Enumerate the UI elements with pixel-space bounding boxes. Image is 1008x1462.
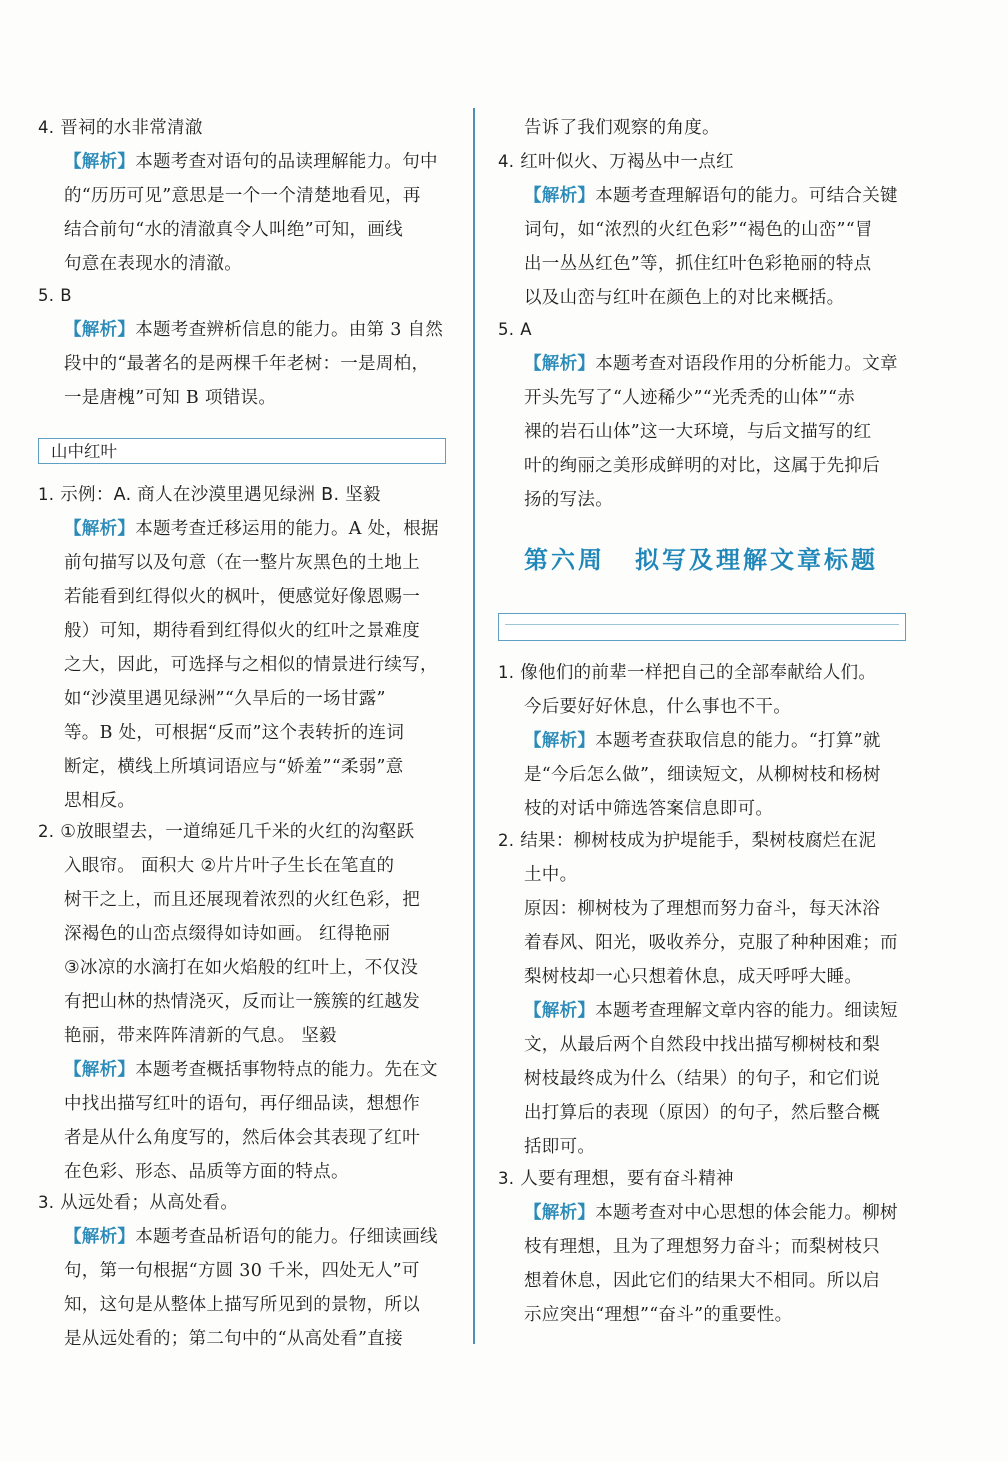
item-number: 2.	[498, 831, 515, 850]
answer-line: 今后要好好休息，什么事也不干。	[524, 697, 791, 717]
answer-text: B	[60, 286, 72, 305]
analysis-line: 知，这句是从整体上描写所见到的景物，所以	[64, 1295, 420, 1315]
analysis-line: 扬的写法。	[524, 490, 613, 510]
item-number: 2.	[38, 822, 55, 841]
answer-line: 梨树枝却一心只想着休息，成天呼呼大睡。	[524, 967, 863, 987]
analysis-tag: 【解析】	[64, 519, 136, 539]
analysis-line: 叶的绚丽之美形成鲜明的对比，这属于先抑后	[524, 456, 880, 476]
analysis-line: 是从远处看的；第二句中的“从高处看”直接	[64, 1329, 403, 1349]
week-topic: 拟写及理解文章标题	[635, 546, 878, 574]
answer-item-s3	[38, 1186, 450, 1356]
answer-text: 晋祠的水非常清澈	[60, 118, 203, 138]
analysis-line: 文，从最后两个自然段中找出描写柳树枝和梨	[524, 1035, 880, 1055]
analysis-line: 在色彩、形态、品质等方面的特点。	[64, 1162, 349, 1182]
item-number: 4.	[498, 152, 515, 171]
answer-text: 从远处看；从高处看。	[60, 1193, 239, 1213]
answer-line: 深褐色的山峦点缀得如诗如画。 红得艳丽	[64, 924, 391, 944]
analysis-line: 枝的对话中筛选答案信息即可。	[524, 799, 774, 819]
item-number: 5.	[498, 320, 515, 339]
analysis-line: 等。B 处，可根据“反而”这个表转折的连词	[64, 723, 405, 743]
analysis-line: 前句描写以及句意（在一整片灰黑色的土地上	[64, 553, 420, 573]
answer-line: ③冰凉的水滴打在如火焰般的红叶上，不仅没	[64, 958, 419, 978]
analysis-line: 之大，因此，可选择与之相似的情景进行续写，	[64, 655, 438, 675]
analysis-line: 树枝最终成为什么（结果）的句子，和它们说	[524, 1069, 880, 1089]
analysis-tag: 【解析】	[64, 320, 136, 340]
section-title: 山中红叶	[38, 438, 446, 464]
analysis-line: 句，第一句根据“方圆 30 千米，四处无人”可	[64, 1261, 420, 1281]
analysis-tag: 【解析】	[64, 152, 136, 172]
analysis-tag: 【解析】	[524, 1203, 596, 1223]
analysis-tag: 【解析】	[524, 1001, 596, 1021]
analysis-tag: 【解析】	[64, 1227, 136, 1247]
analysis-line: 出一丛丛红色”等，抓住红叶色彩艳丽的特点	[524, 254, 872, 274]
answer-line: 土中。	[524, 865, 578, 885]
analysis-line: 本题考查品析语句的能力。仔细读画线	[135, 1227, 438, 1247]
analysis-line: 若能看到红得似火的枫叶，便感觉好像恩赐一	[64, 587, 420, 607]
continuation	[498, 111, 910, 145]
answer-line: 入眼帘。 面积大 ②片片叶子生长在笔直的	[64, 856, 395, 876]
analysis-line: 思相反。	[64, 791, 136, 811]
answer-line: 有把山林的热情浇灭，反而让一簇簇的红越发	[64, 992, 420, 1012]
analysis-line: 本题考查概括事物特点的能力。先在文	[135, 1060, 438, 1080]
analysis-line: 的“历历可见”意思是一个一个清楚地看见，再	[64, 186, 421, 206]
analysis-line: 是“今后怎么做”，细读短文，从柳树枝和杨树	[524, 765, 881, 785]
column-divider	[473, 108, 475, 1344]
item-number: 3.	[38, 1193, 55, 1212]
analysis-line: 本题考查对中心思想的体会能力。柳树	[595, 1203, 898, 1223]
analysis-tag: 【解析】	[524, 186, 596, 206]
answer-item-4	[38, 111, 450, 281]
answer-line: 艳丽，带来阵阵清新的气息。 坚毅	[64, 1026, 337, 1046]
answer-item-w1	[498, 656, 910, 826]
analysis-line: 词句，如“浓烈的火红色彩”“褐色的山峦”“冒	[524, 220, 873, 240]
item-number: 5.	[38, 286, 55, 305]
analysis-line: 本题考查辨析信息的能力。由第 3 自然	[135, 320, 444, 340]
analysis-line: 结合前句“水的清澈真令人叫绝”可知，画线	[64, 220, 403, 240]
answer-line: 着春风、阳光，吸收养分，克服了种种困难；而	[524, 933, 898, 953]
answer-line: 树干之上，而且还展现着浓烈的火红色彩，把	[64, 890, 420, 910]
answer-item-s2	[38, 815, 450, 1189]
analysis-line: 本题考查对语段作用的分析能力。文章	[595, 354, 898, 374]
analysis-line: 一是唐槐”可知 B 项错误。	[64, 388, 277, 408]
section-header-box	[498, 613, 906, 641]
analysis-line: 本题考查获取信息的能力。“打算”就	[595, 731, 881, 751]
answer-text: 人要有理想，要有奋斗精神	[520, 1169, 734, 1189]
item-number: 3.	[498, 1169, 515, 1188]
answer-item-w2	[498, 824, 910, 1164]
analysis-line: 断定，横线上所填词语应与“娇羞”“柔弱”意	[64, 757, 404, 777]
answer-line: 原因：柳树枝为了理想而努力奋斗，每天沐浴	[524, 899, 880, 919]
answer-item-s1	[38, 478, 450, 818]
answer-text: 示例：A. 商人在沙漠里遇见绿洲 B. 坚毅	[60, 485, 381, 505]
analysis-line: 裸的岩石山体”这一大环境，与后文描写的红	[524, 422, 872, 442]
answer-item-r5	[498, 313, 910, 517]
analysis-line: 本题考查对语句的品读理解能力。句中	[135, 152, 438, 172]
continuation-line: 告诉了我们观察的角度。	[524, 118, 720, 138]
answer-item-r4	[498, 145, 910, 315]
analysis-line: 中找出描写红叶的语句，再仔细品读，想想作	[64, 1094, 420, 1114]
analysis-line: 枝有理想，且为了理想努力奋斗；而梨树枝只	[524, 1237, 880, 1257]
analysis-line: 出打算后的表现（原因）的句子，然后整合概	[524, 1103, 880, 1123]
analysis-tag: 【解析】	[64, 1060, 136, 1080]
analysis-line: 括即可。	[524, 1137, 596, 1157]
analysis-line: 者是从什么角度写的，然后体会其表现了红叶	[64, 1128, 420, 1148]
analysis-line: 开头先写了“人迹稀少”“光秃秃的山体”“赤	[524, 388, 856, 408]
answer-text: ①放眼望去，一道绵延几千米的火红的沟壑跃	[60, 822, 415, 842]
analysis-line: 本题考查迁移运用的能力。A 处，根据	[135, 519, 439, 539]
analysis-line: 段中的“最著名的是两棵千年老树：一是周柏，	[64, 354, 430, 374]
item-number: 1.	[38, 485, 55, 504]
week-label: 第六周	[524, 546, 605, 574]
answer-text: 红叶似火、万褐丛中一点红	[520, 152, 734, 172]
answer-text: A	[520, 320, 532, 339]
analysis-line: 本题考查理解文章内容的能力。细读短	[595, 1001, 898, 1021]
analysis-line: 如“沙漠里遇见绿洲”“久旱后的一场甘露”	[64, 689, 386, 709]
analysis-line: 句意在表现水的清澈。	[64, 254, 242, 274]
item-number: 4.	[38, 118, 55, 137]
analysis-tag: 【解析】	[524, 731, 596, 751]
analysis-line: 般）可知，期待看到红得似火的红叶之景难度	[64, 621, 420, 641]
answer-text: 结果：柳树枝成为护堤能手，梨树枝腐烂在泥	[520, 831, 877, 851]
analysis-line: 本题考查理解语句的能力。可结合关键	[595, 186, 898, 206]
analysis-line: 想着休息，因此它们的结果大不相同。所以启	[524, 1271, 880, 1291]
answer-item-w3	[498, 1162, 910, 1332]
analysis-line: 以及山峦与红叶在颜色上的对比来概括。	[524, 288, 845, 308]
analysis-line: 示应突出“理想”“奋斗”的重要性。	[524, 1305, 793, 1325]
item-number: 1.	[498, 663, 515, 682]
analysis-tag: 【解析】	[524, 354, 596, 374]
week-heading	[524, 540, 878, 575]
answer-item-5	[38, 279, 450, 415]
answer-text: 像他们的前辈一样把自己的全部奉献给人们。	[520, 663, 877, 683]
